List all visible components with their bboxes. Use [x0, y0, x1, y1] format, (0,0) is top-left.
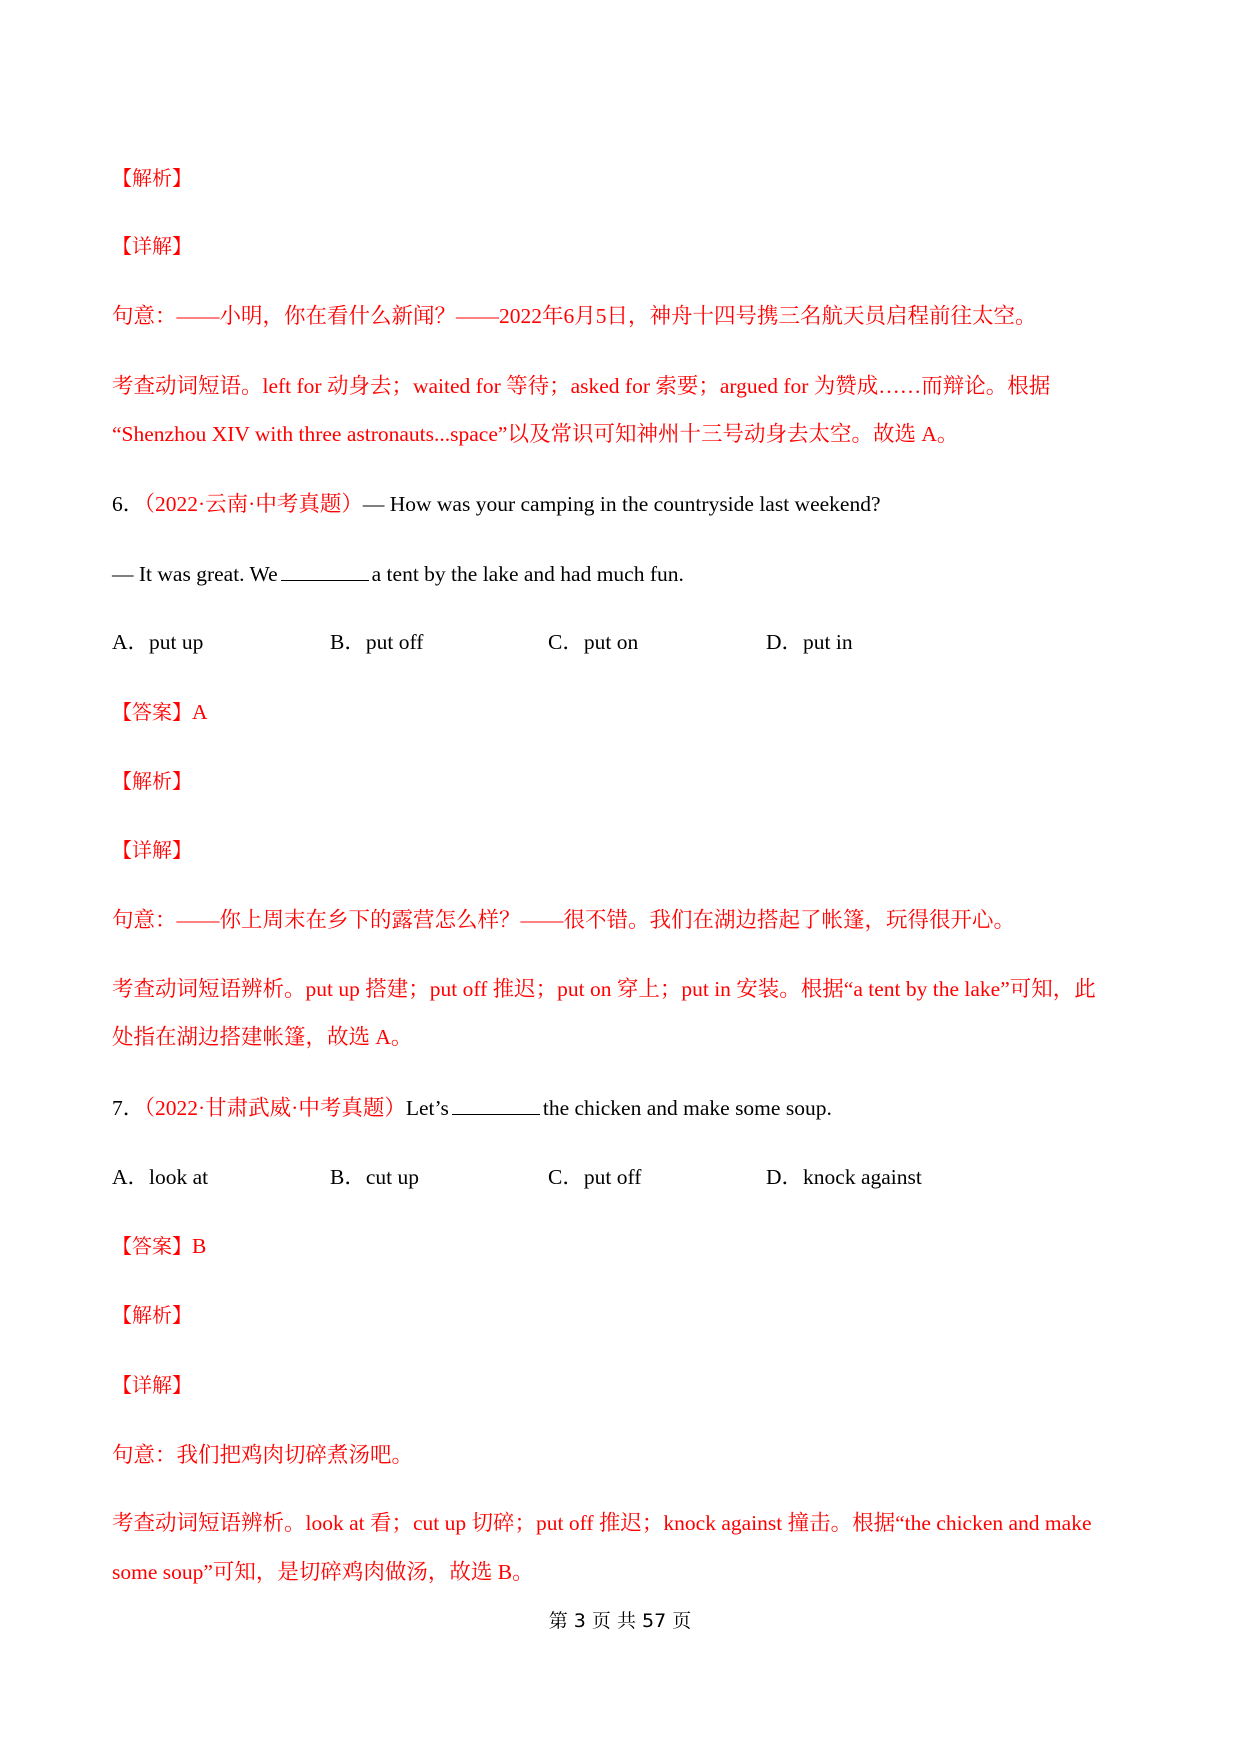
q6-stem-line2 — [112, 559, 684, 589]
q6-option-d — [766, 627, 853, 657]
q6-analysis-label: 【解析】 — [112, 769, 192, 793]
option-letter: C． — [548, 1165, 584, 1189]
option-text: put on — [583, 630, 639, 654]
q6-answer-value: A — [192, 700, 208, 724]
q6-number: 6． — [112, 492, 145, 516]
q6-stem — [112, 489, 881, 519]
q7-option-b — [330, 1162, 419, 1192]
q6-answer — [112, 697, 208, 727]
q6-explanation-line2: 处指在湖边搭建帐篷，故选 A。 — [112, 1025, 413, 1049]
q6-stem-after: a tent by the lake and had much fun. — [371, 562, 684, 586]
q7-source: （2022·甘肃武威·中考真题） — [144, 1096, 406, 1120]
option-text: look at — [149, 1165, 209, 1189]
q7-option-d — [766, 1162, 922, 1192]
option-letter: A． — [112, 630, 150, 654]
option-text: put in — [803, 630, 853, 654]
q6-detail-label: 【详解】 — [112, 838, 192, 862]
option-text: put off — [365, 630, 424, 654]
q7-meaning: 句意：我们把鸡肉切碎煮汤吧。 — [112, 1443, 414, 1467]
option-letter: B． — [330, 1165, 366, 1189]
q6-option-b — [330, 627, 423, 657]
q7-number: 7． — [112, 1096, 145, 1120]
q7-stem — [112, 1093, 832, 1123]
q7-stem-after: the chicken and make some soup. — [542, 1096, 832, 1120]
q7-blank — [452, 1096, 540, 1115]
q7-detail-label: 【详解】 — [112, 1373, 192, 1397]
q6-blank — [281, 562, 369, 581]
option-letter: C． — [548, 630, 584, 654]
option-text: put up — [149, 630, 204, 654]
q5-analysis-label: 【解析】 — [112, 166, 192, 190]
q6-source: （2022·云南·中考真题） — [144, 492, 363, 516]
q7-analysis-label: 【解析】 — [112, 1303, 192, 1327]
option-letter: B． — [330, 630, 366, 654]
q7-stem-before: Let’s — [405, 1096, 449, 1120]
option-text: put off — [583, 1165, 642, 1189]
option-text: knock against — [803, 1165, 922, 1189]
q6-stem-line1: — How was your camping in the countryside last weekend? — [362, 492, 881, 516]
option-letter: D． — [766, 1165, 804, 1189]
q5-meaning: 句意：——小明，你在看什么新闻？——2022年6月5日，神舟十四号携三名航天员启程前往太空。 — [112, 304, 1037, 328]
q7-answer — [112, 1231, 206, 1261]
q6-stem-before: — It was great. We — [112, 562, 278, 586]
option-letter: D． — [766, 630, 804, 654]
q6-answer-label: 【答案】 — [112, 700, 192, 724]
q6-option-c — [548, 627, 638, 657]
q6-explanation-line1: 考查动词短语辨析。put up 搭建；put off 推迟；put on 穿上；put in 安装。根据“a tent by the lake”可知，此 — [112, 977, 1096, 1001]
q6-option-a — [112, 627, 203, 657]
q5-explanation-line2: “Shenzhou XIV with three astronauts...space”以及常识可知神州十三号动身去太空。故选 A。 — [112, 422, 959, 446]
q6-meaning: 句意：——你上周末在乡下的露营怎么样？——很不错。我们在湖边搭起了帐篷，玩得很开心。 — [112, 908, 1016, 932]
page-footer: 第 3 页 共 57 页 — [548, 1610, 692, 1632]
q7-answer-value: B — [192, 1234, 207, 1258]
q7-explanation-line2: some soup”可知，是切碎鸡肉做汤，故选 B。 — [112, 1560, 534, 1584]
q7-answer-label: 【答案】 — [112, 1234, 192, 1258]
option-text: cut up — [365, 1165, 419, 1189]
option-letter: A． — [112, 1165, 150, 1189]
q7-option-c — [548, 1162, 641, 1192]
q5-explanation-line1: 考查动词短语。left for 动身去；waited for 等待；asked for 索要；argued for 为赞成……而辩论。根据 — [112, 374, 1051, 398]
q5-detail-label: 【详解】 — [112, 234, 192, 258]
q7-explanation-line1: 考查动词短语辨析。look at 看；cut up 切碎；put off 推迟；knock against 撞击。根据“the chicken and make — [112, 1511, 1092, 1535]
q7-option-a — [112, 1162, 208, 1192]
